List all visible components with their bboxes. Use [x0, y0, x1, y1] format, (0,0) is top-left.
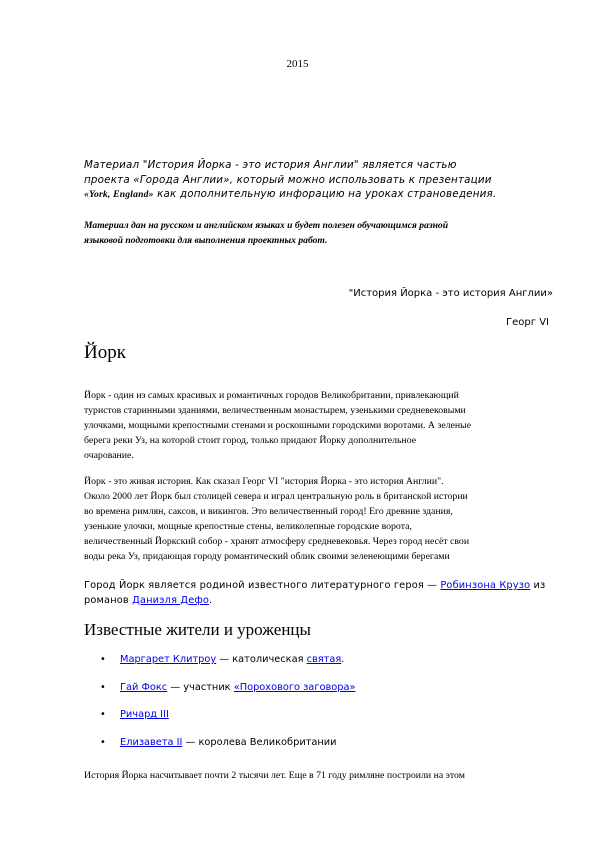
- paragraph-line: берега реки Уз, на которой стоит город, только придают Йорку дополнительное: [84, 435, 417, 446]
- list-item-text: — королева Великобритании: [182, 736, 337, 748]
- list-item: [100, 680, 540, 708]
- list-item-text: — католическая: [216, 654, 307, 665]
- paragraph-robinson: [84, 578, 554, 608]
- paragraph-line: улочками, мощными крепостными стенами и роскошными городскими воротами. А зеленые: [84, 420, 472, 431]
- epigraph-quote: "История Йорка - это история Англии»: [348, 288, 553, 299]
- daniel-defoe-link[interactable]: Даниэля Дефо: [132, 595, 210, 606]
- paragraph-line: во времена римлян, саксов, и викингов. Это величественный город! Его древние здания,: [84, 506, 453, 517]
- intro-english-title: «York, England»: [84, 189, 154, 200]
- intro-line-rest: как дополнительную инфорацию на уроках страноведения.: [153, 188, 497, 200]
- list-item-text: .: [341, 654, 345, 665]
- bullet-icon: •: [100, 681, 106, 693]
- epigraph-author: Георг VI: [506, 317, 549, 328]
- paragraph-line: Йорк - это живая история. Как сказал Георг VI "история Йорка - это история Англии".: [84, 476, 444, 487]
- section-title: Известные жители и уроженцы: [84, 620, 311, 639]
- paragraph-history-continued: История Йорка насчитывает почти 2 тысячи лет. Еще в 71 году римляне построили на этом: [84, 770, 465, 781]
- gunpowder-plot-link[interactable]: «Порохового заговора»: [233, 681, 356, 693]
- paragraph-history: [84, 474, 554, 564]
- intro-line: Материал "История Йорка - это история Англии" является частью: [84, 159, 457, 171]
- paragraph-line: узенькие улочки, мощные крепостные стены, великолепные городские ворота,: [84, 521, 412, 532]
- intro-line: проекта «Города Англии», который можно использовать к презентации: [84, 173, 492, 186]
- robinson-crusoe-link[interactable]: Робинзона Крузо: [440, 580, 531, 591]
- note-line: Материал дан на русском и английском языках и будет полезен обучающимся разной: [84, 220, 449, 231]
- paragraph-line: туристов старинными зданиями, величественным монастырем, узенькими средневековыми: [84, 405, 466, 416]
- article-title: Йорк: [84, 342, 126, 363]
- intro-block: [84, 158, 554, 203]
- saint-link[interactable]: святая: [306, 654, 342, 665]
- bullet-icon: •: [100, 709, 106, 720]
- paragraph-line: Около 2000 лет Йорк был столицей севера и играл центральную роль в британской истории: [84, 491, 468, 502]
- list-item: [100, 652, 540, 680]
- richard-iii-link[interactable]: Ричард III: [120, 709, 169, 720]
- header-year: 2015: [286, 58, 309, 70]
- bullet-icon: •: [100, 736, 106, 748]
- residents-list: [100, 652, 540, 762]
- paragraph-text: .: [209, 595, 213, 606]
- bullet-icon: •: [100, 654, 106, 665]
- intro-line: [84, 187, 554, 203]
- paragraph-line: очарование.: [84, 450, 134, 461]
- guy-fawkes-link[interactable]: Гай Фокс: [120, 681, 168, 693]
- list-item: [100, 707, 540, 735]
- paragraph-line: воды река Уз, придающая городу романтический облик своими зеленеющими берегами: [84, 551, 450, 562]
- paragraph-text: из романов: [84, 580, 546, 606]
- paragraph-line: Йорк - один из самых красивых и романтичных городов Великобритании, привлекающий: [84, 390, 459, 401]
- list-item: [100, 735, 540, 763]
- paragraph-intro: [84, 388, 554, 463]
- paragraph-line: величественный Йоркский собор - хранят атмосферу средневековья. Через город несёт свои: [84, 536, 470, 547]
- list-item-text: — участник: [167, 681, 234, 693]
- note-block: [84, 219, 544, 248]
- margaret-clitherow-link[interactable]: Маргарет Клитроу: [120, 654, 217, 665]
- note-line: языковой подготовки для выполнения проектных работ.: [84, 234, 328, 246]
- paragraph-text: Город Йорк является родиной известного литературного героя —: [84, 580, 441, 591]
- elizabeth-ii-link[interactable]: Елизавета II: [120, 736, 183, 748]
